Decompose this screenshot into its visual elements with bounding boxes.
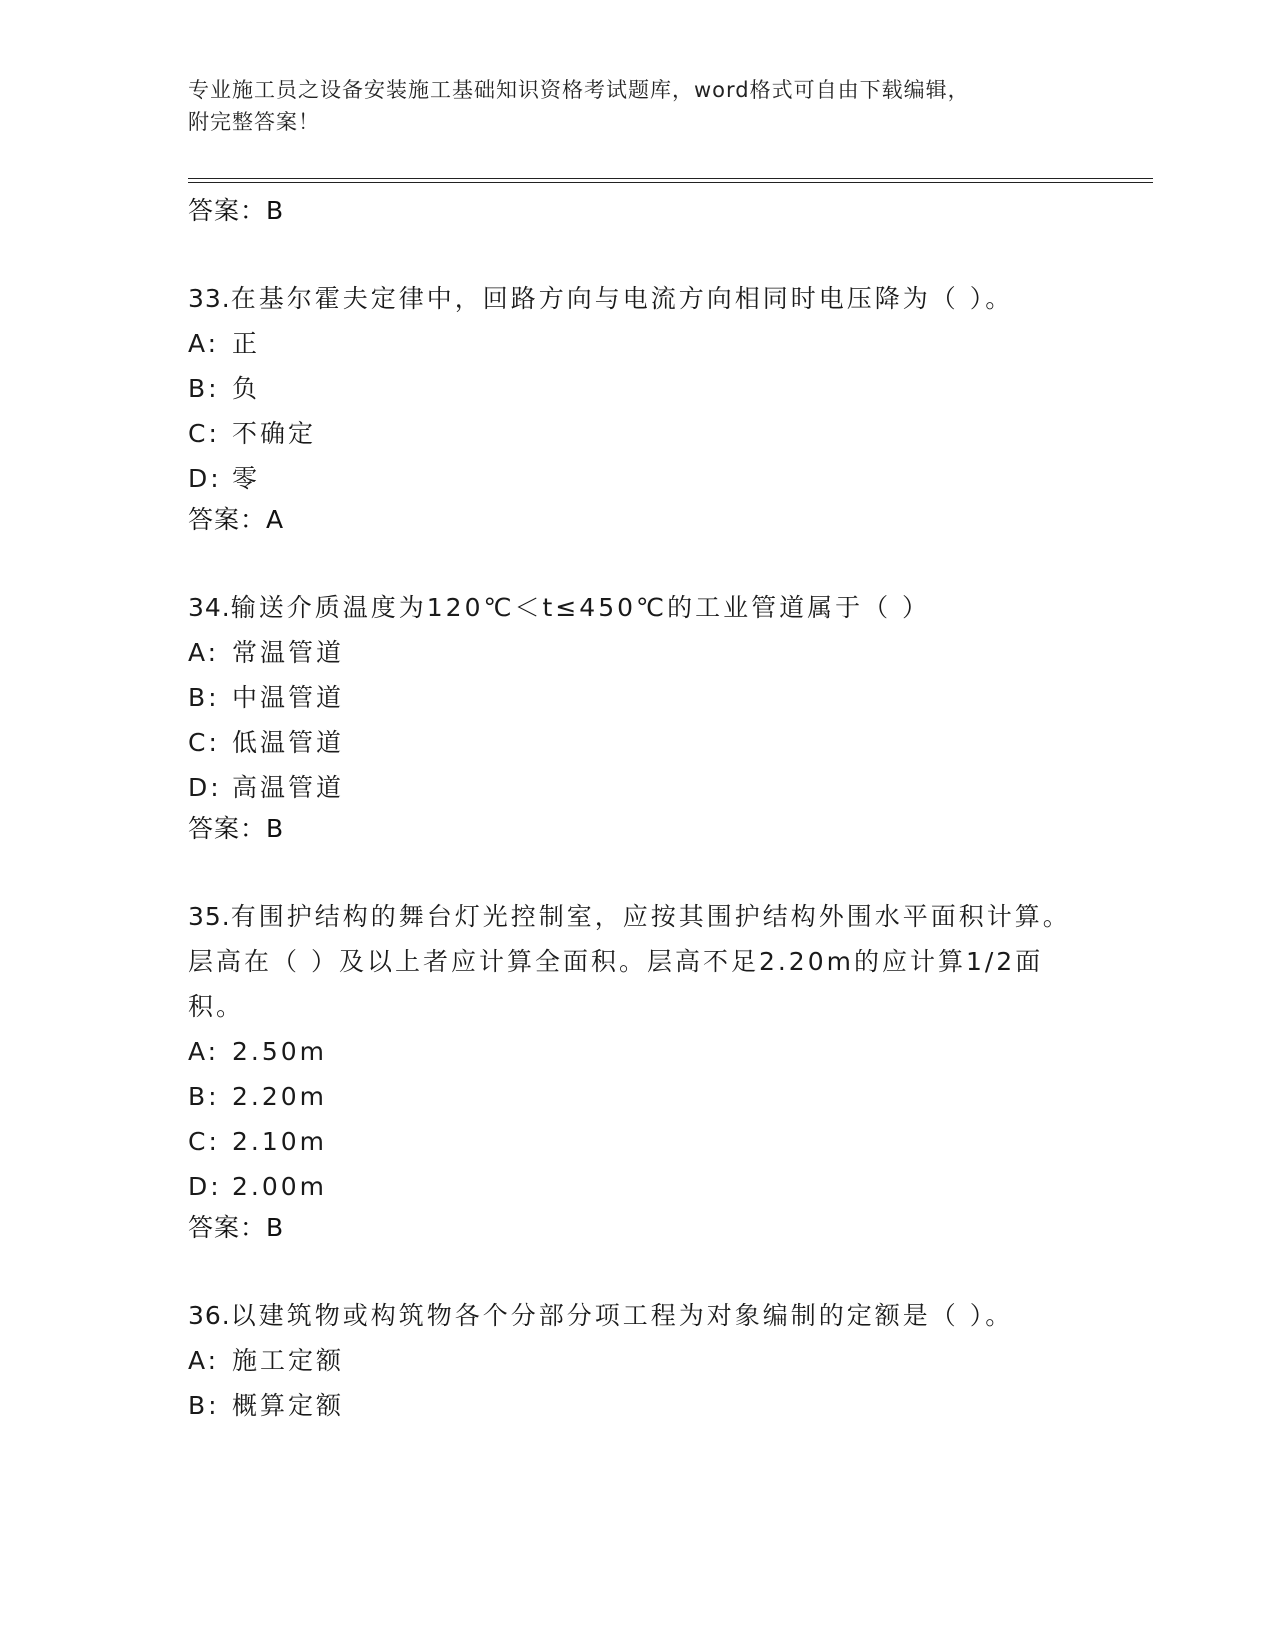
option-key: D: <box>188 773 222 802</box>
option-text: 2.20m <box>232 1082 328 1111</box>
answer-label: 答案：B <box>188 196 285 225</box>
question-number: 36. <box>188 1301 231 1330</box>
option-key: D: <box>188 1172 222 1201</box>
option-a <box>188 1029 1153 1074</box>
option-d <box>188 765 1153 810</box>
question-number: 34. <box>188 593 231 622</box>
question-number: 33. <box>188 284 231 313</box>
header-line-1: 专业施工员之设备安装施工基础知识资格考试题库，word格式可自由下载编辑， <box>188 78 970 102</box>
option-key: B: <box>188 1082 220 1111</box>
option-text: 2.50m <box>232 1037 328 1066</box>
option-key: A: <box>188 1037 220 1066</box>
question-body: 输送介质温度为120℃＜t≤450℃的工业管道属于（ ） <box>230 593 931 622</box>
option-key: B: <box>188 374 220 403</box>
question-text <box>188 585 1093 630</box>
option-d <box>188 1164 1153 1209</box>
option-b <box>188 1383 1153 1428</box>
question-text <box>188 1293 1093 1338</box>
option-key: D: <box>188 464 222 493</box>
option-text: 零 <box>232 464 261 493</box>
option-text: 2.10m <box>232 1127 328 1156</box>
option-key: B: <box>188 1391 220 1420</box>
answer-label: 答案：B <box>188 1213 285 1242</box>
header-divider <box>188 178 1153 183</box>
answer-label: 答案：A <box>188 505 285 534</box>
option-b <box>188 675 1153 720</box>
option-text: 常温管道 <box>232 638 345 667</box>
option-key: A: <box>188 638 220 667</box>
option-key: C: <box>188 1127 220 1156</box>
option-b <box>188 1074 1153 1119</box>
question-text <box>188 276 1093 321</box>
question-36 <box>188 1293 1153 1428</box>
option-key: A: <box>188 1346 220 1375</box>
option-d <box>188 456 1153 501</box>
option-text: 不确定 <box>232 419 317 448</box>
document-page <box>188 0 1153 1650</box>
question-34 <box>188 585 1153 844</box>
question-list <box>188 190 1153 1428</box>
answer-label: 答案：B <box>188 814 285 843</box>
question-number: 35. <box>188 902 231 931</box>
document-header <box>188 74 1088 138</box>
option-text: 正 <box>232 329 261 358</box>
option-key: A: <box>188 329 220 358</box>
option-a <box>188 630 1153 675</box>
header-line-2: 附完整答案！ <box>188 110 320 134</box>
option-c <box>188 1119 1153 1164</box>
question-33 <box>188 276 1153 535</box>
question-35 <box>188 894 1153 1243</box>
option-key: B: <box>188 683 220 712</box>
option-text: 低温管道 <box>232 728 345 757</box>
option-c <box>188 720 1153 765</box>
option-text: 2.00m <box>232 1172 328 1201</box>
option-a <box>188 321 1153 366</box>
option-text: 负 <box>232 374 261 403</box>
question-text <box>188 894 1093 1029</box>
question-body: 有围护结构的舞台灯光控制室，应按其围护结构外围水平面积计算。层高在（ ）及以上者应计算全面积。层高不足2.20m的应计算1/2面积。 <box>188 902 1071 1021</box>
option-c <box>188 411 1153 456</box>
option-text: 概算定额 <box>232 1391 345 1420</box>
option-a <box>188 1338 1153 1383</box>
option-key: C: <box>188 419 220 448</box>
option-text: 施工定额 <box>232 1346 345 1375</box>
question-body: 以建筑物或构筑物各个分部分项工程为对象编制的定额是（ ）。 <box>230 1301 1014 1330</box>
option-b <box>188 366 1153 411</box>
option-text: 高温管道 <box>232 773 345 802</box>
question-body: 在基尔霍夫定律中，回路方向与电流方向相同时电压降为（ ）。 <box>230 284 1014 313</box>
option-key: C: <box>188 728 220 757</box>
option-text: 中温管道 <box>232 683 345 712</box>
